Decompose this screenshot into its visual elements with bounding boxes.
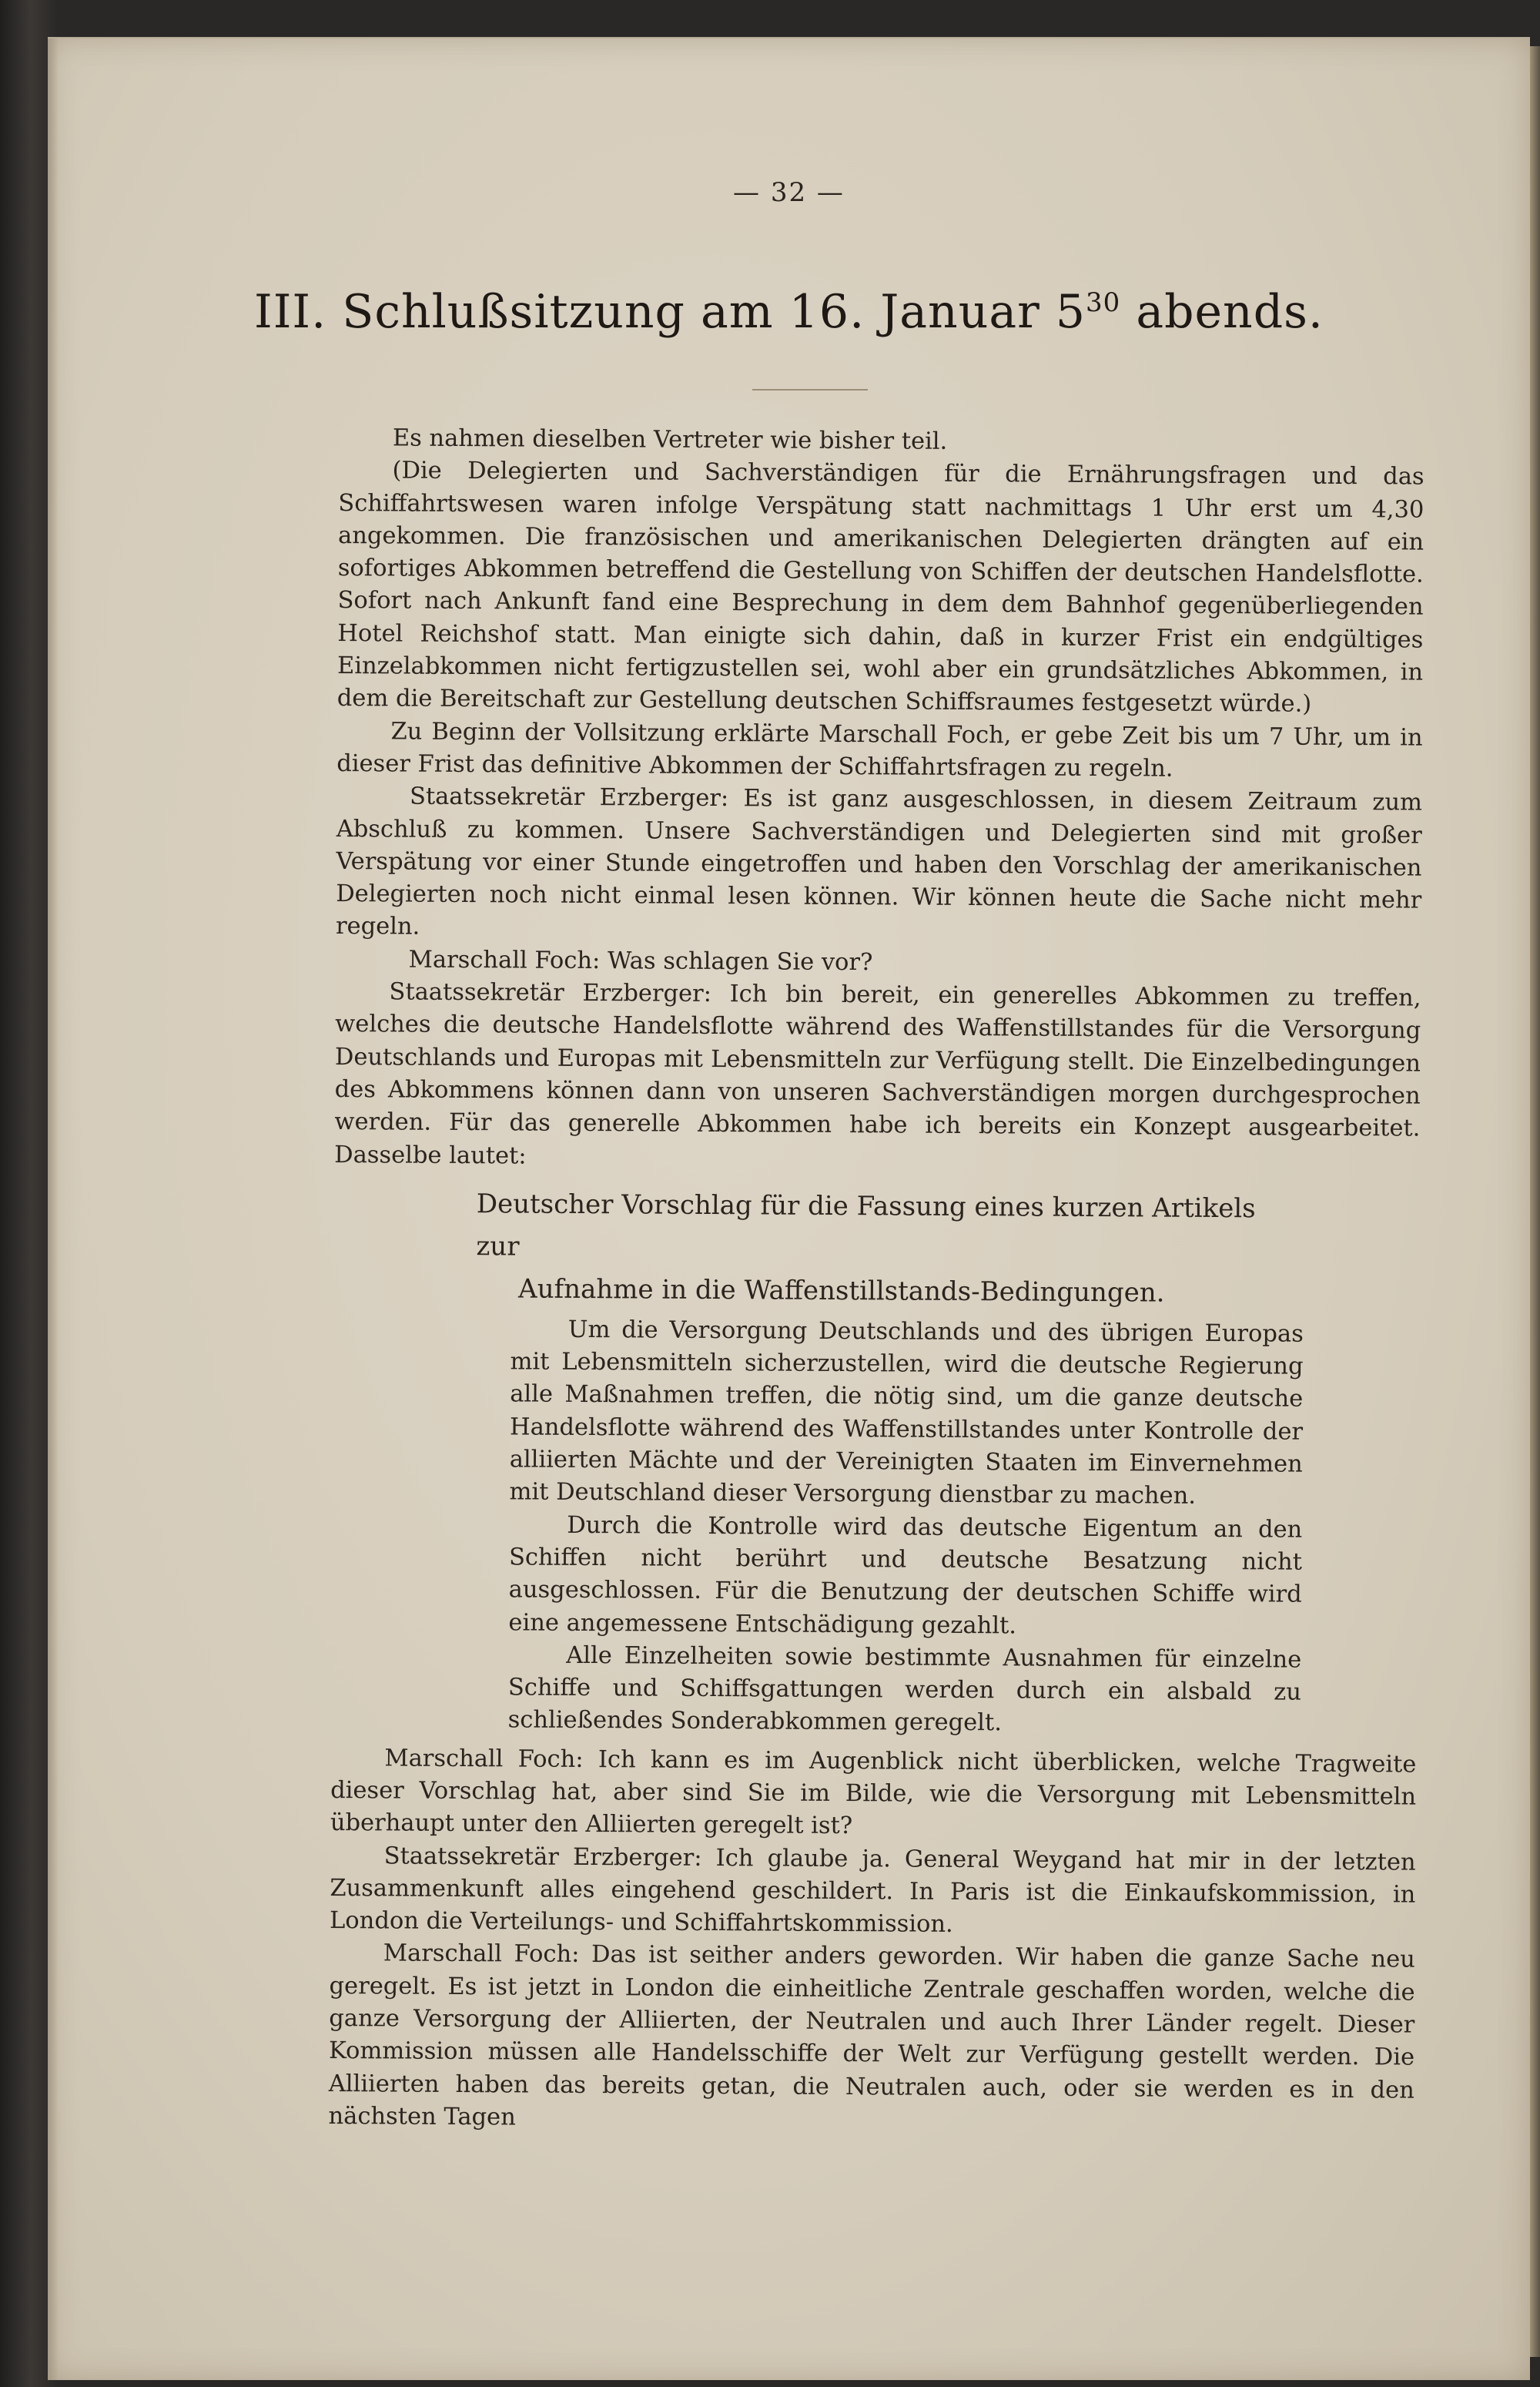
proposal-block <box>331 1182 1420 1742</box>
paragraph-erzberger-3: Staatssekretär Erzberger: Ich glaube ja. General Weygand hat mir in der letzten Zusammenkunft alles eingehend geschildert. In Paris ist die Einkaufskommission, in London die Verteilungs- und Schiffahrtskommission. <box>330 1842 1416 1939</box>
title-rule <box>752 389 868 391</box>
paragraph-foch-deadline: Zu Beginn der Vollsitzung erklärte Marschall Foch, er gebe Zeit bis um 7 Uhr, um in dieser Frist das definitive Abkommen der Schiffahrtsfragen zu regeln. <box>336 718 1423 783</box>
paragraph-foch-2: Marschall Foch: Ich kann es im Augenblick nicht überblicken, welche Tragweite dieser Vorschlag hat, aber sind Sie im Bilde, wie die Versorgung mit Lebensmitteln überhaupt unter den Alliierten geregelt ist? <box>330 1745 1417 1840</box>
title-suffix: abends. <box>1120 285 1324 339</box>
proposal-heading-line1: Deutscher Vorschlag für die Fassung eines kurzen Artikels zur <box>476 1188 1256 1262</box>
paragraph-attendance: Es nahmen dieselben Vertreter wie bisher teil. <box>392 424 948 455</box>
title-time-superscript: 30 <box>1086 287 1121 318</box>
proposal-paragraph-2: Durch die Kontrolle wird das deutsche Eigentum an den Schiffen nicht berührt und deutsche Besatzung nicht ausgeschlossen. Für die Benutzung der deutschen Schiffe wird eine angemessene Entschädigung gezahlt. <box>508 1511 1303 1639</box>
proposal-paragraph-3: Alle Einzelheiten sowie bestimmte Ausnahmen für einzelne Schiffe und Schiffsgattungen werden durch ein alsbald zu schließendes Sonderabkommen geregelt. <box>507 1641 1302 1737</box>
paragraph-foch-3: Marschall Foch: Das ist seither anders geworden. Wir haben die ganze Sache neu geregelt. Es ist jetzt in London die einheitliche Zentrale geschaffen worden, welche die ganze Versorgung der Alliierten, der Neutralen und auch Ihrer Länder regelt. Dieser Kommission müssen alle Handelsschiffe der Welt zur Verfügung gestellt werden. Die Alliierten haben das bereits getan, die Neutralen auch, oder sie werden es in den nächsten Tagen <box>328 1939 1415 2131</box>
proposal-heading <box>333 1182 1420 1316</box>
proposal-paragraph-1: Um die Versorgung Deutschlands und des übrigen Europas mit Lebensmitteln sicherzustellen, wird die deutsche Regierung alle Maßnahmen treffen, die nötig sind, um die ganze deutsche Handelsflotte während des Waffenstillstandes unter Kontrolle der alliierten Mächte und der Vereinigten Staaten im Einvernehmen mit Deutschland dieser Versorgung dienstbar zu machen. <box>509 1316 1304 1510</box>
paragraph-foch-question: Marschall Foch: Was schlagen Sie vor? <box>408 946 873 976</box>
paragraph-delegates-note: (Die Delegierten und Sachverständigen für die Ernährungsfragen und das Schiffahrtswesen waren infolge Verspätung statt nachmittags 1 Uhr erst um 4,30 angekommen. Die französischen und amerikanischen Delegierten drängten auf ein sofortiges Abkommen betreffend die Gestellung von Schiffen der deutschen Handelsflotte. Sofort nach Ankunft fand eine Besprechung in dem dem Bahnhof gegenüberliegenden Hotel Reichshof statt. Man einigte sich dahin, daß in kurzer Frist ein endgültiges Einzelabkommen nicht fertigzustellen sei, wohl aber ein grundsätzliches Abkommen, in dem die Bereitschaft zur Gestellung deutschen Schiffsraumes festgesetzt würde.) <box>336 457 1424 719</box>
body-text <box>328 422 1424 2140</box>
paragraph-erzberger-1: Staatssekretär Erzberger: Es ist ganz ausgeschlossen, in diesem Zeitraum zum Abschluß zu kommen. Unsere Sachverständigen und Delegierten sind mit großer Verspätung vor einer Stunde eingetroffen und haben den Vorschlag der amerikanischen Delegierten noch nicht einmal lesen können. Wir können heute die Sache nicht mehr regeln. <box>335 783 1423 941</box>
document-page <box>48 37 1530 2380</box>
proposal-body <box>331 1313 1419 1742</box>
title-prefix: III. Schlußsitzung am 16. Januar 5 <box>254 285 1086 339</box>
proposal-heading-line2: Aufnahme in die Waffenstillstands-Bedingungen. <box>518 1273 1165 1309</box>
paragraph-erzberger-2: Staatssekretär Erzberger: Ich bin bereit, ein generelles Abkommen zu treffen, welches die deutsche Handelsflotte während des Waffenstillstandes für die Versorgung Deutschlands und Europas mit Lebensmitteln zur Verfügung stellt. Die Einzelbedingungen des Abkommens können dann von unseren Sachverständigen morgen durchgesprochen werden. Für das generelle Abkommen habe ich bereits ein Konzept ausgearbeitet. Dasselbe lautet: <box>334 978 1421 1170</box>
section-title <box>48 285 1530 339</box>
binding-edge <box>48 39 59 2380</box>
page-number: — 32 — <box>733 177 845 208</box>
